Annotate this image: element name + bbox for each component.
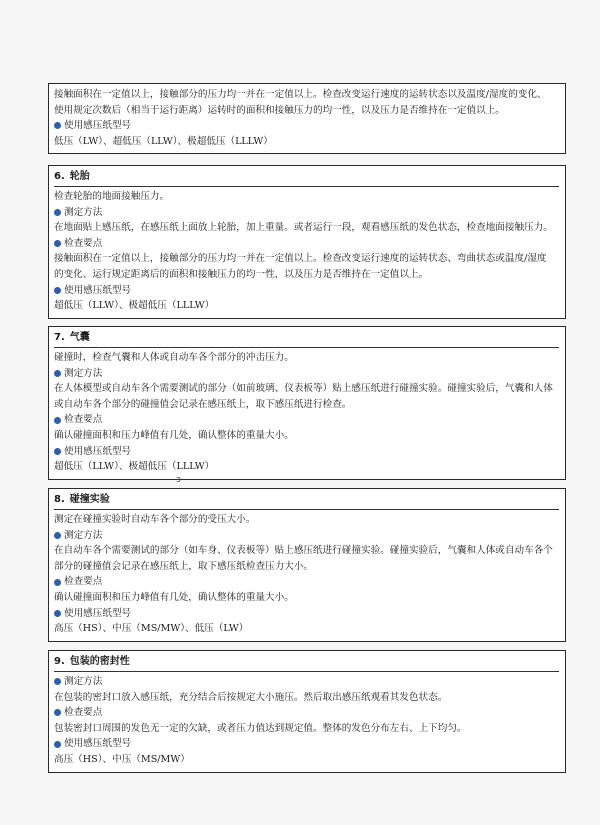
section-continued (48, 83, 566, 154)
method-line-1: 在自动车各个需要测试的部分（如车身、仪表板等）贴上感压纸进行碰撞实验。碰撞实验后，气囊和人体或自动车各个 (54, 545, 553, 557)
section-heading: 6. 轮胎 (54, 169, 559, 187)
film-types: 高压（HS）、中压（MS/MW） (54, 753, 190, 765)
section-heading: 8. 碰撞实验 (54, 492, 559, 510)
film-types: 超低压（LLW）、极超低压（LLLW） (54, 300, 215, 312)
section-intro: 碰撞时，检查气囊和人体或自动车各个部分的冲击压力。 (54, 352, 294, 363)
check-heading: 检查要点 (54, 705, 559, 721)
continued-line-1: 接触面积在一定值以上，接触部分的压力均一并在一定值以上。检查改变运行速度的运转状态以及温度/湿度的变化、 (54, 89, 547, 100)
check-line-1: 确认碰撞面积和压力峰值有几处，确认整体的重量大小。 (54, 591, 294, 603)
film-heading: 使用感压纸型号 (54, 736, 559, 752)
bullet-dot-icon (54, 741, 61, 748)
bullet-dot-icon (54, 532, 61, 539)
bullet-dot-icon (54, 709, 61, 716)
method-line-2: 或自动车各个部分的碰撞值会记录在感压纸上，取下感压纸进行检查。 (54, 398, 352, 410)
method-line-2: 部分的碰撞值会记录在感压纸上，取下感压纸检查压力大小。 (54, 560, 314, 572)
film-heading: 使用感压纸型号 (54, 606, 559, 622)
section-title: 轮胎 (69, 171, 90, 182)
check-line-1: 接触面积在一定值以上，接触部分的压力均一并在一定值以上。检查改变运行速度的运转状态、弯曲状态或温度/湿度 (54, 253, 547, 265)
section-intro: 检查轮胎的地面接触压力。 (54, 191, 170, 202)
bullet-dot-icon (54, 370, 61, 377)
check-line-1: 确认碰撞面积和压力峰值有几处，确认整体的重量大小。 (54, 429, 294, 441)
method-heading: 测定方法 (54, 205, 559, 221)
section-tire (48, 165, 566, 319)
section-title: 包装的密封性 (69, 656, 130, 667)
bullet-dot-icon (54, 448, 61, 455)
bullet-dot-icon (54, 240, 61, 247)
method-line-1: 在人体模型或自动车各个需要测试的部分（如前玻璃、仪表板等）贴上感压纸进行碰撞实验。碰撞实验后，气囊和人体 (54, 383, 553, 395)
bullet-dot-icon (54, 417, 61, 424)
method-heading: 测定方法 (54, 366, 559, 382)
method-line-1: 在包装的密封口放入感压纸，充分结合后按规定大小施压。然后取出感压纸观看其发色状态。 (54, 691, 448, 703)
bullet-dot-icon (54, 209, 61, 216)
section-package-seal (48, 650, 566, 773)
bullet-dot-icon (54, 122, 61, 129)
method-heading: 测定方法 (54, 674, 559, 690)
film-heading: 使用感压纸型号 (54, 444, 559, 460)
film-types: 高压（HS）、中压（MS/MW）、低压（LW） (54, 623, 249, 635)
check-line-2: 的变化、运行规定距离后的面积和接触压力的均一性，以及压力是否维持在一定值以上。 (54, 268, 429, 280)
section-airbag (48, 326, 566, 480)
check-line-1: 包装密封口周围的发色无一定的欠缺，或者压力值达到规定值。整体的发色分布左右、上下均匀。 (54, 722, 467, 734)
bullet-dot-icon (54, 287, 61, 294)
continued-line-2: 使用规定次数后（相当于运行距离）运转时的面积和接触压力的均一性，以及压力是否维持在一定值以上。 (54, 104, 505, 116)
film-heading: 使用感压纸型号 (54, 118, 559, 134)
bullet-dot-icon (54, 678, 61, 685)
film-types: 超低压（LLW）、极超低压（LLLW） (54, 461, 215, 473)
section-heading: 9. 包装的密封性 (54, 654, 559, 672)
film-types: 低压（LW）、超低压（LLW）、极超低压（LLLW） (54, 135, 273, 147)
bullet-dot-icon (54, 579, 61, 586)
section-title: 气囊 (69, 332, 90, 343)
check-heading: 检查要点 (54, 236, 559, 252)
check-heading: 检查要点 (54, 412, 559, 428)
section-title: 碰撞实验 (69, 494, 110, 505)
film-heading: 使用感压纸型号 (54, 283, 559, 299)
section-heading: 7. 气囊 (54, 330, 559, 348)
bullet-dot-icon (54, 610, 61, 617)
section-crash-test (48, 488, 566, 642)
method-heading: 测定方法 (54, 528, 559, 544)
section-intro: 测定在碰撞实验时自动车各个部分的受压大小。 (54, 514, 256, 525)
method-line-1: 在地面贴上感压纸，在感压纸上面放上轮胎，加上重量。或者运行一段，观看感压纸的发色状态，检查地面接触压力。 (54, 222, 553, 234)
stray-mark: ↄ (176, 475, 181, 485)
check-heading: 检查要点 (54, 574, 559, 590)
